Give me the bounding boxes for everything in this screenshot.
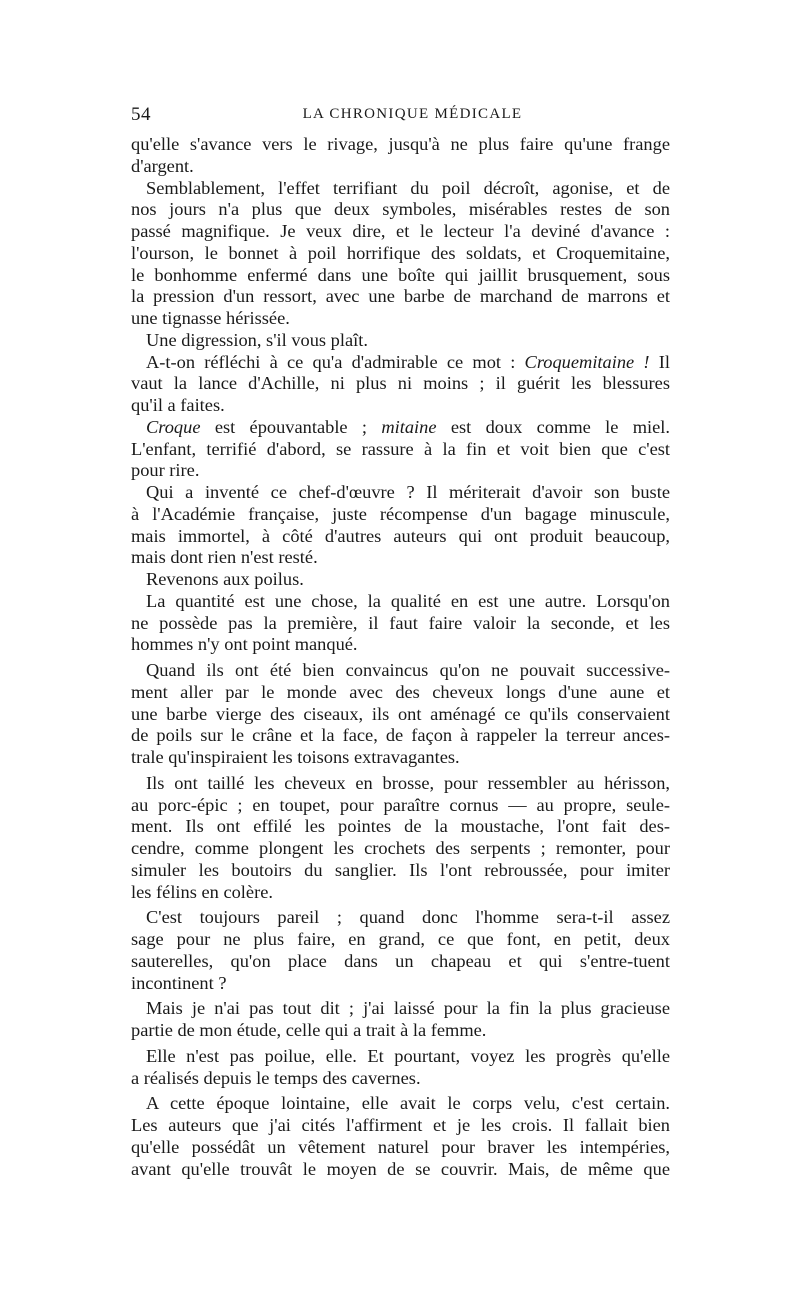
text-line: Quand ils ont été bien convaincus qu'on ne pouvait successive- (146, 660, 670, 680)
text-line: partie de mon étude, celle qui a trait à la femme. (131, 1020, 487, 1040)
page-header (131, 104, 670, 130)
text-line: ment aller par le monde avec des cheveux longs d'une aune et (131, 681, 670, 702)
text-line: mais dont rien n'est resté. (131, 547, 318, 568)
text-line: Ils ont taillé les cheveux en brosse, pour ressembler au hérisson, (146, 772, 670, 793)
text-line: le bonhomme enfermé dans une boîte qui jaillit brusquement, sous (131, 264, 670, 285)
text-line: vaut la lance d'Achille, ni plus ni moins ; il guérit les blessures (131, 373, 670, 394)
text-line: A cette époque lointaine, elle avait le corps velu, c'est certain. (146, 1093, 670, 1114)
text-line: avant qu'elle trouvât le moyen de se couvrir. Mais, de même que (131, 1158, 670, 1179)
text-line: A-t-on réfléchi à ce qu'a d'admirable ce mot : Croquemitaine ! Il (146, 351, 670, 372)
text-line: sage pour ne plus faire, en grand, ce que font, en petit, deux (131, 929, 670, 949)
text-line: trale qu'inspiraient les toisons extravagantes. (131, 747, 460, 767)
text-line: la pression d'un ressort, avec une barbe de marchand de marrons et (131, 286, 670, 307)
text-line: Une digression, s'il vous plaît. (146, 329, 368, 350)
text-line: une barbe vierge des ciseaux, ils ont aménagé ce qu'ils conservaient (131, 703, 670, 724)
body-text (131, 134, 670, 1180)
text-line: les félins en colère. (131, 881, 273, 902)
text-line: ment. Ils ont effilé les pointes de la moustache, l'ont fait des- (131, 816, 670, 837)
text-line: Qui a inventé ce chef-d'œuvre ? Il mériterait d'avoir son buste (146, 482, 670, 502)
text-line: qu'elle possédât un vêtement naturel pour braver les intempéries, (131, 1136, 670, 1157)
text-line: La quantité est une chose, la qualité en est une autre. Lorsqu'on (146, 590, 670, 611)
text-line: ne possède pas la première, il faut faire valoir la seconde, et les (131, 612, 670, 633)
text-line: simuler les boutoirs du sanglier. Ils l'ont rebroussée, pour imiter (131, 859, 670, 880)
text-line: pour rire. (131, 460, 200, 481)
text-line: l'ourson, le bonnet à poil horrifique des soldats, et Croquemitaine, (131, 242, 670, 263)
text-line: qu'elle s'avance vers le rivage, jusqu'à ne plus faire qu'une frange (131, 134, 670, 154)
text-line: cendre, comme plongent les crochets des serpents ; remonter, pour (131, 838, 670, 858)
text-line: qu'il a faites. (131, 395, 225, 415)
running-title: LA CHRONIQUE MÉDICALE (302, 106, 523, 122)
text-line: au porc-épic ; en toupet, pour paraître cornus — au propre, seule- (131, 794, 670, 815)
text-line: d'argent. (131, 155, 194, 176)
text-line: sauterelles, qu'on place dans un chapeau et qui s'entre-tuent (131, 950, 670, 971)
page-number: 54 (131, 104, 151, 125)
text-line: mais immortel, à côté d'autres auteurs qui ont produit beaucoup, (131, 525, 670, 546)
text-line: une tignasse hérissée. (131, 308, 290, 328)
text-line: Les auteurs que j'ai cités l'affirment et je les crois. Il fallait bien (131, 1115, 670, 1135)
text-line: incontinent ? (131, 972, 227, 993)
text-line: Croque est épouvantable ; mitaine est doux comme le miel. (146, 416, 670, 437)
text-line: L'enfant, terrifié d'abord, se rassure à la fin et voit bien que c'est (131, 438, 670, 459)
text-line: Revenons aux poilus. (146, 569, 304, 589)
text-line: Semblablement, l'effet terrifiant du poil décroît, agonise, et de (146, 177, 670, 198)
text-line: hommes n'y ont point manqué. (131, 634, 358, 655)
text-line: a réalisés depuis le temps des cavernes. (131, 1067, 421, 1088)
text-line: de poils sur le crâne et la face, de façon à rappeler la terreur ances- (131, 725, 670, 746)
text-line: nos jours n'a plus que deux symboles, misérables restes de son (131, 199, 670, 220)
text-line: à l'Académie française, juste récompense d'un bagage minuscule, (131, 503, 670, 524)
text-line: Mais je n'ai pas tout dit ; j'ai laissé pour la fin la plus gracieuse (146, 998, 670, 1019)
text-line: passé magnifique. Je veux dire, et le lecteur l'a deviné d'avance : (131, 221, 670, 241)
text-line: C'est toujours pareil ; quand donc l'homme sera-t-il assez (146, 907, 670, 928)
text-line: Elle n'est pas poilue, elle. Et pourtant, voyez les progrès qu'elle (146, 1045, 670, 1066)
